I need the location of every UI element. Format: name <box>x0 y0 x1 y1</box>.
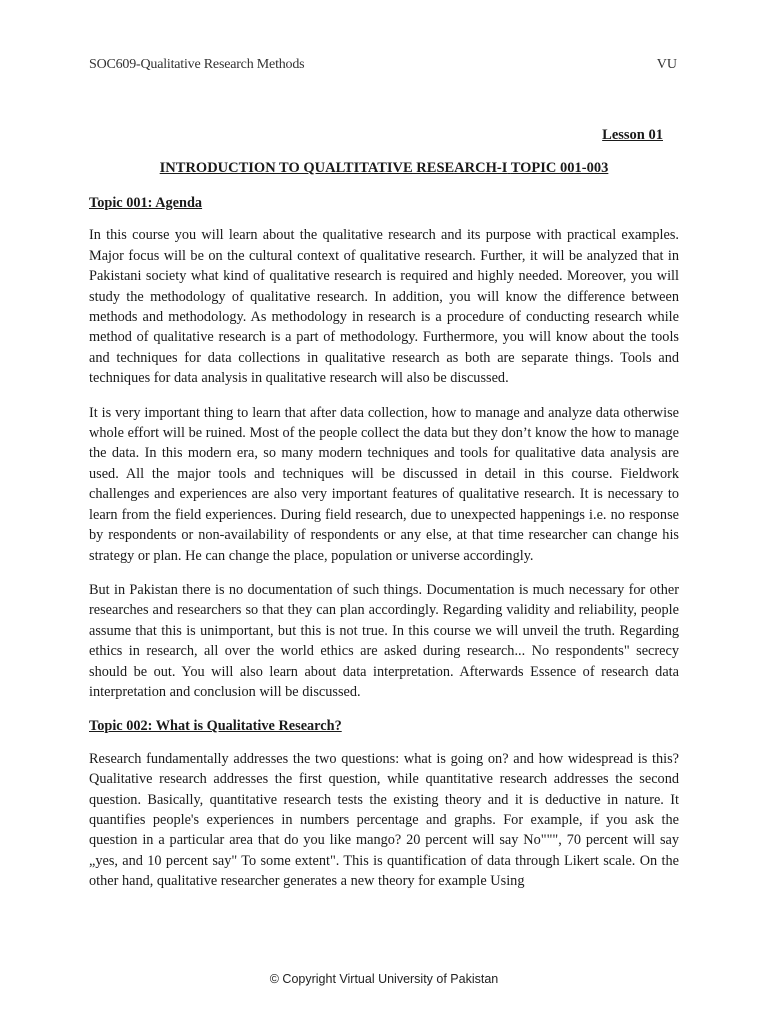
lesson-label: Lesson 01 <box>602 127 663 143</box>
document-body <box>89 193 679 906</box>
title-topic-range: TOPIC 001-003 <box>510 160 609 176</box>
paragraph: It is very important thing to learn that after data collection, how to manage and analyze data otherwise whole effort will be ruined. Most of the people collect the data but they don’t know the how to manage the data. In this modern era, so many modern techniques and tools for qualitative data analysis are used. All the major tools and techniques will be discussed in detail in this course. Fieldwork challenges and experiences are also very important features of qualitative research. It is necessary to learn from the field experiences. During field research, due to unexpected happenings i.e. no response by respondents or non-availability of respondents or any else, at that time researcher can change his strategy or plan. He can change the place, population or universe accordingly. <box>89 404 679 564</box>
paragraph: Research fundamentally addresses the two questions: what is going on? and how widespread is this? Qualitative research addresses the first question, while quantitative research addresses the second question. Basically, quantitative research tests the existing theory and it is deductive in nature. It quantifies people's experiences in numbers percentage and graphs. For example, if you ask the question in a particular area that do you like mango? 20 percent will say No""", 70 percent will say „yes, and 10 percent say" To some extent". This is quantification of data through Likert scale. On the other hand, qualitative researcher generates a new theory for example Using <box>89 750 679 890</box>
paragraph: In this course you will learn about the qualitative research and its purpose with practical examples. Major focus will be on the cultural context of qualitative research. Further, it will be analyzed that in Pakistani society what kind of qualitative research is required and highly needed. Moreover, you will study the methodology of qualitative research. In addition, you will know the difference between methods and methodology. As methodology in research is a procedure of conducting research while method of qualitative research is a part of methodology. Furthermore, you will know about the tools and techniques for data collections in qualitative research as both are separate things. Tools and techniques for data analysis in qualitative research will also be discussed. <box>89 227 679 387</box>
section-heading: Topic 001: Agenda <box>89 195 203 211</box>
copyright-footer: © Copyright Virtual University of Pakistan <box>269 972 499 986</box>
section-what-is-qualitative-research <box>89 716 679 891</box>
header-course-title: SOC609-Qualitative Research Methods <box>89 57 305 72</box>
page-title <box>89 160 679 177</box>
title-main: INTRODUCTION TO QUALTITATIVE RESEARCH-I <box>159 160 508 176</box>
section-agenda <box>89 193 679 702</box>
section-heading: Topic 002: What is Qualitative Research? <box>89 718 342 735</box>
header-institution: VU <box>656 57 677 72</box>
paragraph: But in Pakistan there is no documentation of such things. Documentation is much necessary for other researches and researchers so that they can plan accordingly. Regarding validity and reliability, people assume that this is unimportant, but this is not true. In this course we will unveil the truth. Regarding ethics in research, all over the world ethics are asked during research... No respondents" secrecy should be out. You will also learn about data interpretation. Afterwards Essence of research data interpretation and conclusion will be discussed. <box>89 581 679 700</box>
